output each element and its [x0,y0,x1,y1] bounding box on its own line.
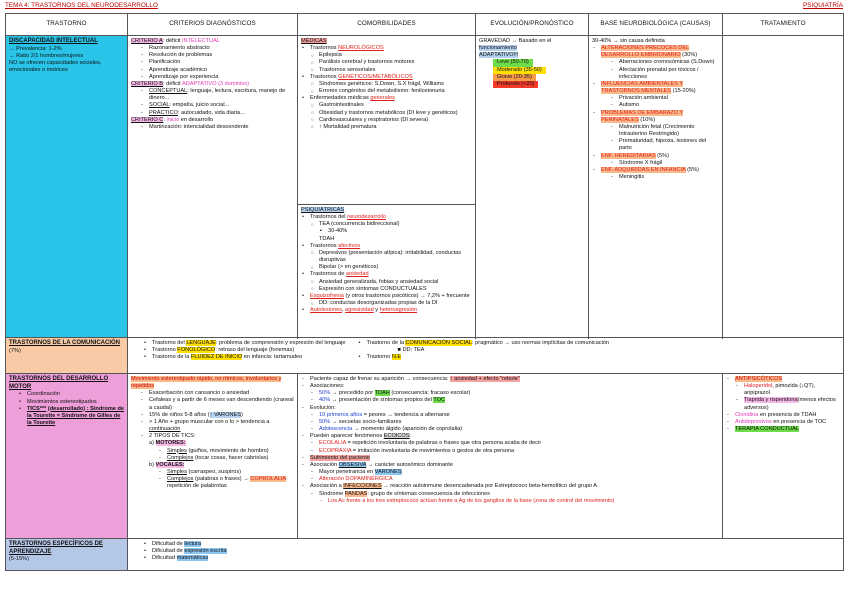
list-item: - Asociaciones: [301,383,719,390]
list-item: - ENF. HEREDITARIAS (5%) [592,153,719,160]
list-item: • Dificultad de lectura [143,541,840,548]
list-item: - Complejos (palabras o frases) → COPROLALIA: repetición de palabrotas [158,476,294,490]
table-header-row [6,14,844,36]
di-crit-a-list [140,45,294,81]
list-item: - Haloperidol, pimozida (↓QT), aripiprazol [735,383,840,397]
di-note: NO se ofrecen capacidades sociales, emocionales o motrices [9,59,102,74]
list-item: - Cefaleas y a partir de 6 meses van descendiendo (craneal a caudal) [140,397,294,411]
list-item: - INFLUENCIAS AMBIENTALES Y TRASTORNOS MENTALES (15-20%) [592,81,719,95]
text-span: 50% [319,418,331,425]
list-item: - Prematuridad, hipoxia, lesiones del parto [610,138,719,152]
di-ratio: → Ratio 2/1 hombres/mujeres [9,52,84,59]
list-item: - Aprendizaje por experiencia [140,74,294,81]
tm-motor: a) MOTORES: [149,440,186,447]
tm-tx-list [735,383,840,412]
base-group [592,45,719,59]
med-sub [310,81,472,95]
tm-phen: - Pueden aparecer fenómenos ECOICOS: [301,433,719,440]
text-span: Antidepresivos [735,418,772,425]
psi-group [301,293,472,300]
tm-vocal: b) VOCALES: [149,461,185,468]
text-span: GENÉTICOS/METABÓLICOS [338,73,413,80]
text-span: TOC [433,397,446,404]
list-item: - Adolescencia → momento álgido (aparición de coprolalia) [310,426,719,433]
list-item: - 10 primeros años = peores → tendencia a alternarse [310,412,719,419]
text-span: 40% [319,397,331,404]
list-item: - Complejos (tocar cosas, hacer cabriolas) [158,455,294,462]
base-sub [610,59,719,80]
text-span: ENF. HEREDITARIAS [601,152,656,159]
list-item: - Mayor penetrancia en VARONES [310,469,719,476]
tm-crit-list [140,390,294,440]
disorders-table [5,13,844,571]
text-span: FLUIDEZ DE INICIO [190,354,243,361]
tc-content-cell [128,338,844,374]
text-span: ALTERACIONES PRECOCES DEL DESARROLLO EMBRIONARIO [601,45,690,59]
di-evo-line3: ADAPTATIVO!!! [479,52,519,59]
list-item: - Exacerbación con cansancio o ansiedad [140,390,294,397]
base-group [592,153,719,160]
tc-left-list [143,340,346,361]
list-item: • Esquizofrenia (y otros trastornos psicóticos) → 7,2% + frecuente [301,293,472,300]
ta-pct: (5-15%) [9,556,29,563]
di-crit-b: CRITERIO B: déficit ADAPTATIVO (3 dominios) [131,80,249,87]
tm-motor-list [158,448,294,462]
base-group [592,167,719,174]
list-item: - 2 TIPOS DE TICS: [140,433,294,440]
med-sub [310,52,472,73]
tm-vocal-list [158,469,294,490]
text-span: LENGUAJE [186,340,216,346]
list-item: • Trastornos GENÉTICOS/METABÓLICOS [301,74,472,81]
text-span: ↑ ansiedad + efecto "rebote" [449,376,520,382]
list-item: - Paciente capaz de frenar su aparición → consecuencia: ↑ ansiedad + efecto "rebote" [301,376,719,383]
di-base-cell [589,36,723,338]
text-span: Tiaprida y risperidona [744,397,798,404]
di-evolution-cell [476,36,589,338]
tm-name-cell [6,374,128,539]
list-item [726,426,840,433]
list-item [310,476,719,483]
header-topic: TEMA 4: TRASTORNOS DEL NEURODESARROLLO [5,2,158,9]
di-med-title: MÉDICAS [301,38,327,44]
tm-suffer: - Sufrimiento del paciente [301,455,719,462]
list-item: ○ Ansiedad generalizada, fobias y ansiedad social [310,279,472,286]
list-item: - Aprendizaje académico [140,67,294,74]
di-severity-levels [479,59,585,88]
list-item: • Enfermedades médicas generales [301,95,472,102]
list-item: - PROBLEMAS DE EMBARAZO Y PERINATALES (10%) [592,110,719,124]
list-item: - Privación ambiental [610,95,719,102]
text-span: ↑ VARONES [209,411,241,418]
col-header-criterios: CRITERIOS DIAGNÓSTICOS [128,14,298,36]
base-sub [610,174,719,181]
text-span: N.E [391,354,402,361]
text-span: lectura [184,541,202,547]
text-span: Alteración DOPAMINÉRGICA [319,476,393,483]
text-span: VARONES [374,469,402,476]
text-span: NEUROLÓGICOS [338,45,384,52]
list-item: - Síndrome X frágil [610,160,719,167]
list-item: ○ ↑ Mortalidad prematura [310,124,472,131]
tm-assoc-list [310,390,719,404]
text-span: Esquizofrenia [310,292,344,299]
psi-sq [319,228,472,235]
text-span: Clonidina [735,411,759,418]
page-header [5,2,843,11]
text-span: INFLUENCIAS AMBIENTALES Y TRASTORNOS MENTALES [601,80,684,95]
list-item: ○ Parálisis cerebral y trastornos motores [310,59,472,66]
text-span: ECOPRAXIA [319,447,352,454]
col-header-evolucion: EVOLUCIÓN/PRONÓSTICO [476,14,589,36]
text-span: 10 primeros años [319,411,363,418]
text-span: continuación [149,426,181,433]
text-span: afectivos [338,242,361,249]
list-item: ○ Gastrointestinales [310,102,472,109]
ta-list [143,541,840,562]
tm-inf: - Asociación a INFECCIONES → reacción autoinmune desencadenada por Estreptococo beta-hemolítico del grupo A [301,483,719,490]
text-span: COMUNICACIÓN SOCIAL [405,340,472,346]
di-psi-title: PSIQUIÁTRICAS [301,207,345,213]
text-span: Complejos [167,476,194,483]
di-evo-line1: GRAVEDAD → Basado en el [479,38,552,44]
di-crit-c-list [140,124,294,131]
list-item: - Antidepresivos en presencia de TOC [726,419,840,426]
row-discapacidad-intelectual [6,36,844,338]
list-item: - PRÁCTICO: autocuidado, vida diaria... [140,110,294,117]
list-item: • Trastorno de la COMUNICACIÓN SOCIAL: pragmático → uso normas implícitas de comunicación [358,340,610,347]
text-span: Haloperidol [744,383,773,390]
list-item: ○ Errores congénitos del metabolismo: fenilcetonuria [310,88,472,95]
list-item: • Trastorno N.E [358,354,610,361]
col-header-trastorno: TRASTORNO [6,14,128,36]
psi-sub [310,250,472,271]
list-item: - ENF. ADQUIRIDAS EN INFANCIA (5%) [592,167,719,174]
di-criteria-cell [128,36,298,338]
list-item: ○ Depresivos (presentación atípica): irritabilidad, conductas disruptivas [310,250,472,264]
di-psi-last: • Autolesiones, agresividad y heteroagresión [301,307,472,314]
col-header-comorbilidades: COMORBILIDADES [298,14,476,36]
psi-sub [310,221,472,228]
header-subject: PSIQUIATRÍA [802,2,843,9]
med-sub [310,102,472,131]
list-item: • Dificultad matemáticas [143,555,840,562]
di-comorbidities-cell [298,36,476,338]
di-medical-block [298,36,475,204]
list-item: • Trastornos NEUROLÓGICOS [301,45,472,52]
list-item: - Planificación [140,59,294,66]
text-span: ENF. ADQUIRIDAS EN INFANCIA [601,166,686,173]
di-crit-a: CRITERIO A: déficit INTELECTUAL [131,38,220,44]
list-item: - 15% de niños 5-8 años (↑ VARONES) [140,412,294,419]
list-item: - SOCIAL: empatía, juicio social... [140,102,294,109]
tm-obs: - Asociación OBSESIVA → carácter autosómico dominante [301,462,719,469]
list-item: ■ DD: TEA [397,347,425,354]
list-item: • Coordinación [18,391,124,398]
psi-group [301,243,472,250]
list-item: - Resolución de problemas [140,52,294,59]
list-item: - ALTERACIONES PRECOCES DEL DESARROLLO EMBRIONARIO (30%) [592,45,719,59]
tm-tx-more [726,412,840,433]
tm-obs-list [310,469,719,483]
text-span: CONCEPTUAL [149,88,188,95]
tm-title: TRASTORNOS DEL DESARROLLO MOTOR [9,376,109,390]
list-item: - Martirización: intencialidad descendente [140,124,294,131]
tm-evo-label: - Evolución: [301,405,719,412]
list-item: ○ Epilepsia [310,52,472,59]
text-span: neurodesarrollo [347,214,386,221]
psi-tail: TDAH [319,235,335,242]
tc-title: TRASTORNOS DE LA COMUNICACIÓN [9,340,120,346]
list-item: - Simples (guiños, movimiento de hombro) [158,448,294,455]
text-span: COPROLALIA [250,476,287,483]
text-span: Complejos [167,454,194,461]
list-item: - CONCEPTUAL: lenguaje, lectura, escritura, manejo de dinero... [140,88,294,102]
list-item: ○ Obesidad y trastornos metabólicos (DI leve y genéticos) [310,110,472,117]
med-group [301,45,472,52]
list-item: - Malnutrición fetal (Crecimiento Intrauterino Restringido) [610,124,719,138]
text-span: TDAH [374,390,390,397]
list-item: • Trastornos afectivos [301,243,472,250]
list-item: - Afectación prenatal por tóxicos / infecciones [610,67,719,81]
list-item: - > 1 Año + grupo muscular con o lo > tendencia a continuación [140,419,294,433]
list-item: • Trastornos del neurodesarrollo [301,214,472,221]
list-item: - Clonidina en presencia de TDAH [726,412,840,419]
list-item: ○ TEA (concurrencia bidireccional) [310,221,472,228]
text-span: generales [370,95,395,102]
tm-treatment-cell [723,374,844,539]
list-item: ○ Trastornos sensoriales [310,67,472,74]
di-treatment-cell [723,36,844,338]
list-item: - Simples (carraspeo, suspiros) [158,469,294,476]
med-group [301,95,472,102]
di-crit-b-list [140,88,294,117]
base-sub [610,124,719,153]
ta-content-cell [128,539,844,571]
text-span: ECOLALIA [319,440,347,447]
text-span: FONOLÓGICO [177,347,216,354]
list-item: ○ Expresión con síntomas CONDUCTUALES [310,286,472,293]
text-span: TERAPIA CONDUCTUAL [735,426,800,433]
text-span: expresión escrita [184,548,227,555]
tm-crit-hl: Movimiento estereotipado rápido, no rítmicos, involuntarios y repetidos [131,376,282,390]
list-item: - Autismo [610,102,719,109]
tm-phen-list [310,440,719,454]
list-item: • Trastorno de la FLUIDEZ DE INICIO en infancia: tartamudeo [143,354,346,361]
list-item: ▪ 30-40% [319,228,472,235]
row-comunicacion [6,338,844,374]
list-item: ○ Cardiovasculares y respiratorios (DI severa) [310,117,472,124]
list-item: - Tiaprida y risperidona(menos efectos adversos) [735,397,840,411]
text-span: ansiedad [345,271,369,278]
list-item: • Trastorno FONOLÓGICO: retraso del lenguaje (fonemas) [143,347,346,354]
ta-title: TRASTORNOS ESPECÍFICOS DE APRENDIZAJE [9,541,103,555]
di-name-cell [6,36,128,338]
list-item: - ECOLALIA = repetición involuntaria de palabras o frases que otra persona acaba de decir [310,440,719,447]
list-item: - 40% → presentación de síntomas propios del TOC [310,397,719,404]
col-header-base: BASE NEUROBIOLÓGICA (CAUSAS) [589,14,723,36]
di-title: DISCAPACIDAD INTELECTUAL [9,38,98,44]
list-item: • Movimientos estereotipados [18,399,124,406]
text-span: PRÁCTICO [149,109,178,116]
text-span: PROBLEMAS DE EMBARAZO Y PERINATALES [601,109,684,123]
base-group [592,81,719,95]
severity-level: Profundo (<20) [493,81,538,88]
list-item: - Razonamiento abstracto [140,45,294,52]
tm-inf-sub2: - Los Ac frente a los tres estreptococo actúan frente a Ag de los ganglios de la base (zona de control del movimiento) [319,498,719,505]
list-item: ○ Síndromes genéticos: S.Down, S.X frágil, Williams [310,81,472,88]
psi-group [301,214,472,221]
col-header-tratamiento: TRATAMIENTO [723,14,844,36]
severity-level: Grave (20-35) [493,74,536,81]
di-base-line1: 30-40% → sin causa definida [592,38,665,44]
text-span: Simples [167,469,187,476]
row-desarrollo-motor [6,374,844,539]
med-group [301,74,472,81]
list-item: - 50% → precedido por TDAH (consecuencia: fracaso escolar) [310,390,719,397]
psi-group [301,271,472,278]
tm-criteria-cell [128,374,298,539]
tm-content-cell [298,374,723,539]
di-prevalence: → Prevalencia: 1-2% [9,45,62,52]
list-item: • Dificultad de expresión escrita [143,548,840,555]
list-item: - 50% → secuelas socio-familiares [310,419,719,426]
severity-level: Leve (50-70) [493,59,533,66]
list-item: - Meningitis [610,174,719,181]
text-span: matemáticas [176,555,209,562]
di-base-list [592,45,719,181]
list-item: • Trastornos de ansiedad [301,271,472,278]
list-item: • Trastorno del LENGUAJE: problema de comprensión y expresión del lenguaje [143,340,346,347]
list-item: - ECOPRAXIA = imitación involuntaria de movimientos o gestos de otra persona [310,448,719,455]
tm-tics-item: • TICS*** (desarrollado) : Síndrome de la Tourette = Síndrome de Gilles de la Tourette [18,406,124,427]
di-crit-c: CRITERIO C: inicio en desarrollo [131,116,214,123]
tc-pct: (7%) [9,347,21,354]
tm-evo-list [310,412,719,433]
tm-inf-sub: - Síndrome PANDAS: grupo de síntomas consecuencia de infecciones [310,491,719,498]
list-item: ○ Bipolar (> en genéticos) [310,264,472,271]
text-span: SOCIAL [149,102,170,109]
di-psych-block [298,204,475,316]
text-span: Simples [167,447,187,454]
list-item: ○ DD: conductas desorganizadas propias de la DI [310,300,472,307]
ta-name-cell [6,539,128,571]
di-psi-list [301,214,472,307]
tm-com-list [301,376,719,390]
di-evo-line2: funcionamiento [479,45,517,52]
base-sub [610,160,719,167]
base-group [592,110,719,124]
tm-tx-title: - ANTIPSICÓTICOS [726,376,840,383]
tc-right-list [358,340,610,361]
psi-sub [310,279,472,293]
psi-sub [310,300,472,307]
di-med-list [301,45,472,131]
tc-name-cell [6,338,128,374]
base-sub [610,95,719,109]
severity-level: Moderado (35-50) [493,67,546,74]
text-span: Adolescencia [319,426,353,433]
list-item: - Aberraciones cromosómicas (S.Down) [610,59,719,66]
text-span: 50% [319,390,331,397]
row-aprendizaje [6,539,844,571]
